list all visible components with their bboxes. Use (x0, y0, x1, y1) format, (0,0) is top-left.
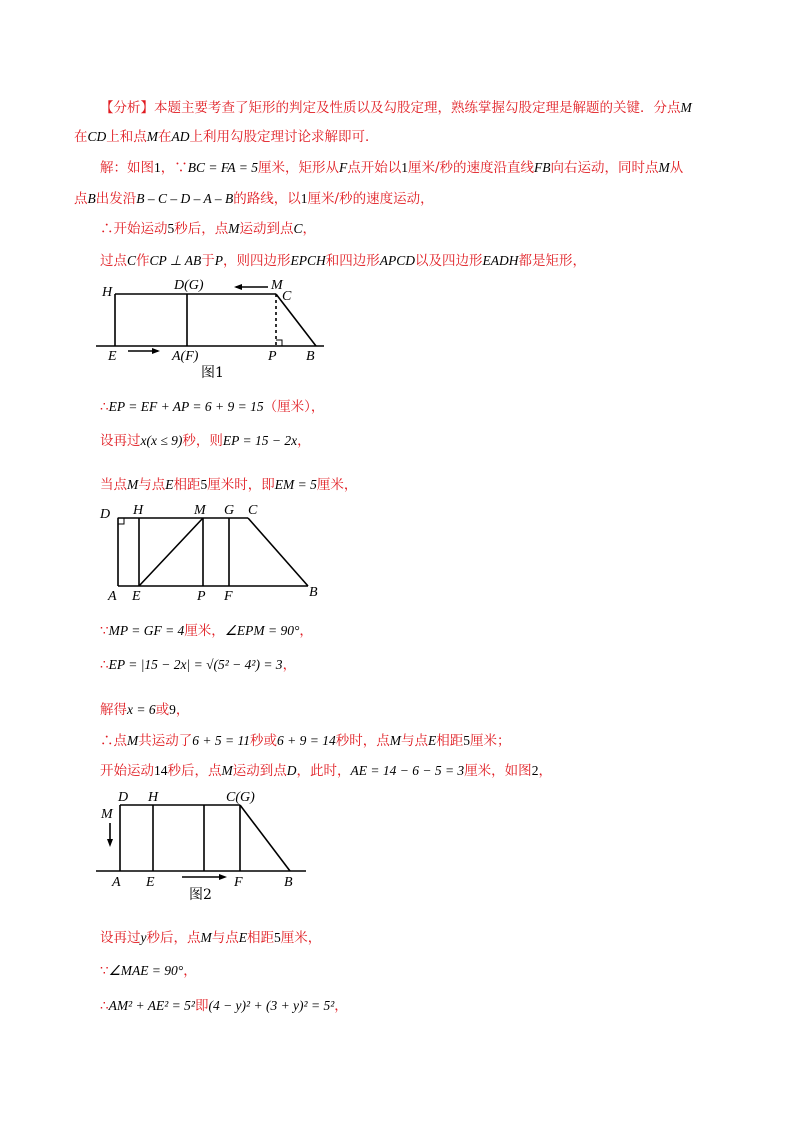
text-analysis-CD: CD (87, 129, 107, 144)
text-sol-eq9: EP = |15 − 2x| = √(5² − 4²) = 3 (108, 657, 283, 672)
text-sol-l6a: 设再过 (100, 433, 141, 449)
fig3-label-d: D (118, 790, 129, 805)
text-sol-eq5: EP = EF + AP = 6 + 9 = 15 (108, 399, 264, 414)
text-sol-l12d: ，此时， (296, 763, 351, 779)
text-sol-l12f: ， (538, 763, 552, 779)
text-sol-q2: APCD (379, 253, 416, 268)
fig3-label-cg: C(G) (226, 790, 255, 805)
text-sol-l15b: 即 (194, 998, 209, 1014)
text-analysis-l2d: 上利用勾股定理讨论求解即可． (189, 129, 379, 145)
text-sol-FB: FB (534, 160, 551, 175)
text-sol-M13: M (200, 930, 212, 945)
text-sol-B: B (87, 191, 96, 206)
text-sol-l5b: （厘米）， (263, 399, 325, 415)
text-sol-l1c: 厘米，矩形从 (257, 160, 339, 176)
text-sol-y: y (140, 930, 147, 945)
text-sol-eq15a: AM² + AE² = 5² (108, 998, 195, 1013)
text-sol-l7b: 与点 (138, 477, 166, 493)
analysis-line-2 (74, 127, 379, 147)
text-sol-l9b: ， (282, 657, 297, 673)
analysis-line-1 (100, 98, 692, 118)
text-sol-q1: EPCH (290, 253, 326, 268)
fig3-label-e: E (146, 875, 155, 890)
text-sol-n5: 5 (167, 221, 175, 236)
text-sol-l5a: ∴ (100, 399, 109, 415)
solution-line-13 (100, 928, 321, 948)
text-sol-l2a: 点 (74, 191, 88, 207)
fig2-label-a: A (108, 589, 117, 604)
text-sol-l2d: 厘米/秒的速度运动， (307, 191, 434, 207)
text-sol-l1a: 解：如图 (100, 160, 154, 176)
text-sol-l10b: 或 (155, 702, 170, 718)
text-sol-l1g: 从 (669, 160, 684, 176)
text-sol-l7c: 相距 (173, 477, 201, 493)
solution-line-12 (100, 761, 552, 781)
figure-3 (96, 785, 336, 897)
text-sol-l6b: 秒，则 (182, 433, 223, 449)
text-sol-l9a: ∴ (100, 657, 109, 673)
text-sol-l14a: ∵ (100, 963, 109, 979)
fig1-label-p: P (268, 349, 277, 364)
text-sol-l12c: 运动到点 (232, 763, 287, 779)
text-sol-l4d: ，则四边形 (223, 253, 291, 269)
solution-line-7 (100, 475, 357, 495)
solution-line-8 (100, 621, 313, 641)
solution-line-11 (100, 731, 510, 751)
text-sol-M12: M (221, 763, 233, 778)
text-sol-l4b: 作 (136, 253, 150, 269)
text-sol-n2b: 2 (531, 763, 539, 778)
fig1-label-af: A(F) (172, 349, 199, 364)
text-sol-F: F (338, 160, 348, 175)
solution-line-14 (100, 961, 197, 981)
text-sol-M11: M (127, 733, 139, 748)
text-sol-l11g: 厘米； (469, 733, 511, 749)
text-sol-C2: C (127, 253, 137, 268)
fig3-label-b: B (284, 875, 293, 890)
fig1-label-c: C (282, 289, 292, 304)
text-sol-l11e: 与点 (400, 733, 428, 749)
text-sol-l4c: 于 (201, 253, 215, 269)
text-sol-l13a: 设再过 (100, 930, 141, 946)
text-analysis-M2: M (146, 129, 159, 144)
text-analysis-AD: AD (171, 129, 190, 144)
fig3-label-a: A (112, 875, 121, 890)
fig2-label-m: M (194, 503, 206, 518)
text-sol-l3b: 秒后，点 (174, 221, 229, 237)
text-sol-eq7: EM = 5 (274, 477, 317, 492)
text-sol-perp: CP ⊥ AB (149, 253, 202, 268)
text-sol-l12b: 秒后，点 (167, 763, 222, 779)
text-sol-l2c: 的路线，以 (233, 191, 301, 207)
text-sol-n2: 1 (401, 160, 408, 175)
fig2-label-c: C (248, 503, 258, 518)
solution-line-9 (100, 655, 296, 675)
fig2-label-d: D (100, 507, 111, 522)
text-sol-l3c: 运动到点 (239, 221, 294, 237)
text-analysis-M: M (680, 100, 692, 115)
solution-line-10 (100, 700, 189, 720)
fig1-label-b: B (306, 349, 315, 364)
fig2-label-g: G (224, 503, 235, 518)
text-analysis-l2c: 在 (158, 129, 172, 145)
solution-line-1 (100, 158, 683, 178)
text-sol-l8a: ∵ (100, 623, 109, 639)
fig3-label-h: H (148, 790, 159, 805)
text-sol-l1b: ，∵ (160, 160, 188, 176)
text-sol-eq8: MP = GF = 4 (108, 623, 185, 638)
text-sol-ang14: ∠MAE = 90° (108, 963, 184, 978)
text-sol-l8b: 厘米， (184, 623, 225, 639)
text-sol-l2b: 出发沿 (95, 191, 137, 207)
text-sol-l15c: ， (334, 998, 348, 1014)
text-sol-eq6: EP = 15 − 2x (222, 433, 298, 448)
analysis-tag: 【分析】 (100, 100, 154, 116)
text-sol-n3: 1 (300, 191, 308, 206)
text-sol-l12a: 开始运动 (100, 763, 154, 779)
fig3-label-m: M (101, 807, 113, 822)
text-sol-l7e: 厘米， (316, 477, 358, 493)
text-sol-C: C (293, 221, 303, 236)
text-sol-l13b: 秒后，点 (146, 930, 201, 946)
fig2-label-p: P (197, 589, 206, 604)
text-sol-l7a: 当点 (100, 477, 127, 493)
fig1-label-m: M (271, 278, 283, 293)
figure-3-caption: 图2 (189, 887, 212, 903)
text-sol-l15a: ∴ (100, 998, 109, 1014)
text-sol-eq15b: (4 − y)² + (3 + y)² = 5² (208, 998, 335, 1013)
text-sol-l13d: 相距 (247, 930, 274, 946)
solution-line-4 (100, 251, 586, 271)
text-sol-l11d: 秒时，点 (335, 733, 390, 749)
text-sol-l11a: ∴点 (100, 733, 127, 749)
text-sol-l7d: 厘米时，即 (207, 477, 275, 493)
text-sol-n13: 5 (274, 930, 281, 945)
fig1-label-dg: D(G) (174, 278, 204, 293)
text-sol-eq11b: 6 + 9 = 14 (276, 733, 336, 748)
text-sol-eq12: AE = 14 − 6 − 5 = 3 (350, 763, 465, 778)
text-sol-l4f: 以及四边形 (415, 253, 483, 269)
text-sol-l12e: 厘米，如图 (464, 763, 532, 779)
figure-1-caption: 图1 (201, 365, 224, 381)
solution-line-15 (100, 996, 348, 1016)
text-sol-M7: M (127, 477, 139, 492)
text-sol-eq11a: 6 + 5 = 11 (192, 733, 250, 748)
text-analysis-l1: 本题主要考查了矩形的判定及性质以及勾股定理，熟练掌握勾股定理是解题的关键．分点 (154, 100, 681, 116)
text-analysis-l2b: 上和点 (106, 129, 147, 145)
solution-line-2 (74, 189, 434, 209)
text-sol-ang8: ∠EPM = 90° (224, 623, 300, 638)
fig2-label-b: B (309, 585, 318, 600)
text-sol-n1: 1 (154, 160, 161, 175)
text-sol-E11: E (427, 733, 437, 748)
text-sol-l4e: 和四边形 (325, 253, 380, 269)
text-sol-n7: 5 (200, 477, 208, 492)
text-sol-l10c: ， (175, 702, 190, 718)
text-sol-eq1: BC = FA = 5 (187, 160, 258, 175)
text-sol-l13c: 与点 (211, 930, 239, 946)
fig3-label-f: F (234, 875, 243, 890)
text-sol-l4g: 都是矩形， (518, 253, 587, 269)
text-sol-l14b: ， (183, 963, 197, 979)
text-sol-M3: M (228, 221, 240, 236)
text-sol-route: B – C – D – A – B (136, 191, 234, 206)
fig2-label-f: F (224, 589, 233, 604)
solution-line-6 (100, 431, 311, 451)
text-sol-l3d: ， (302, 221, 317, 237)
text-sol-n9: 9 (169, 702, 176, 717)
text-sol-E13: E (238, 930, 247, 945)
solution-line-5 (100, 397, 324, 417)
text-sol-l1e: 厘米/秒的速度沿直线 (407, 160, 535, 176)
text-sol-E7: E (165, 477, 174, 492)
text-sol-l6c: ， (297, 433, 311, 449)
fig2-label-h: H (133, 503, 144, 518)
text-sol-q3: EADH (482, 253, 519, 268)
text-analysis-l2a: 在 (74, 129, 88, 145)
text-sol-l10a: 解得 (100, 702, 127, 718)
text-sol-l1f: 向右运动，同时点 (550, 160, 659, 176)
text-sol-l3a: ∴开始运动 (100, 221, 168, 237)
text-sol-P: P (214, 253, 224, 268)
text-sol-l11f: 相距 (436, 733, 464, 749)
text-sol-l11b: 共运动了 (138, 733, 193, 749)
text-sol-D12: D (286, 763, 297, 778)
fig2-label-e: E (132, 589, 141, 604)
text-sol-n14: 14 (154, 763, 168, 778)
solution-line-3 (100, 219, 316, 239)
text-sol-eq10: x = 6 (127, 702, 156, 717)
text-sol-l8c: ， (299, 623, 313, 639)
figure-2 (96, 498, 336, 604)
text-sol-l4a: 过点 (100, 253, 127, 269)
text-sol-M: M (658, 160, 670, 175)
text-sol-n11: 5 (463, 733, 470, 748)
text-sol-l13e: 厘米， (280, 930, 322, 946)
text-sol-l11c: 秒或 (249, 733, 277, 749)
text-sol-x: x(x ≤ 9) (140, 433, 183, 448)
fig1-label-h: H (102, 285, 113, 300)
fig1-label-e: E (108, 349, 117, 364)
text-sol-M11b: M (389, 733, 401, 748)
text-sol-l1d: 点开始以 (347, 160, 402, 176)
